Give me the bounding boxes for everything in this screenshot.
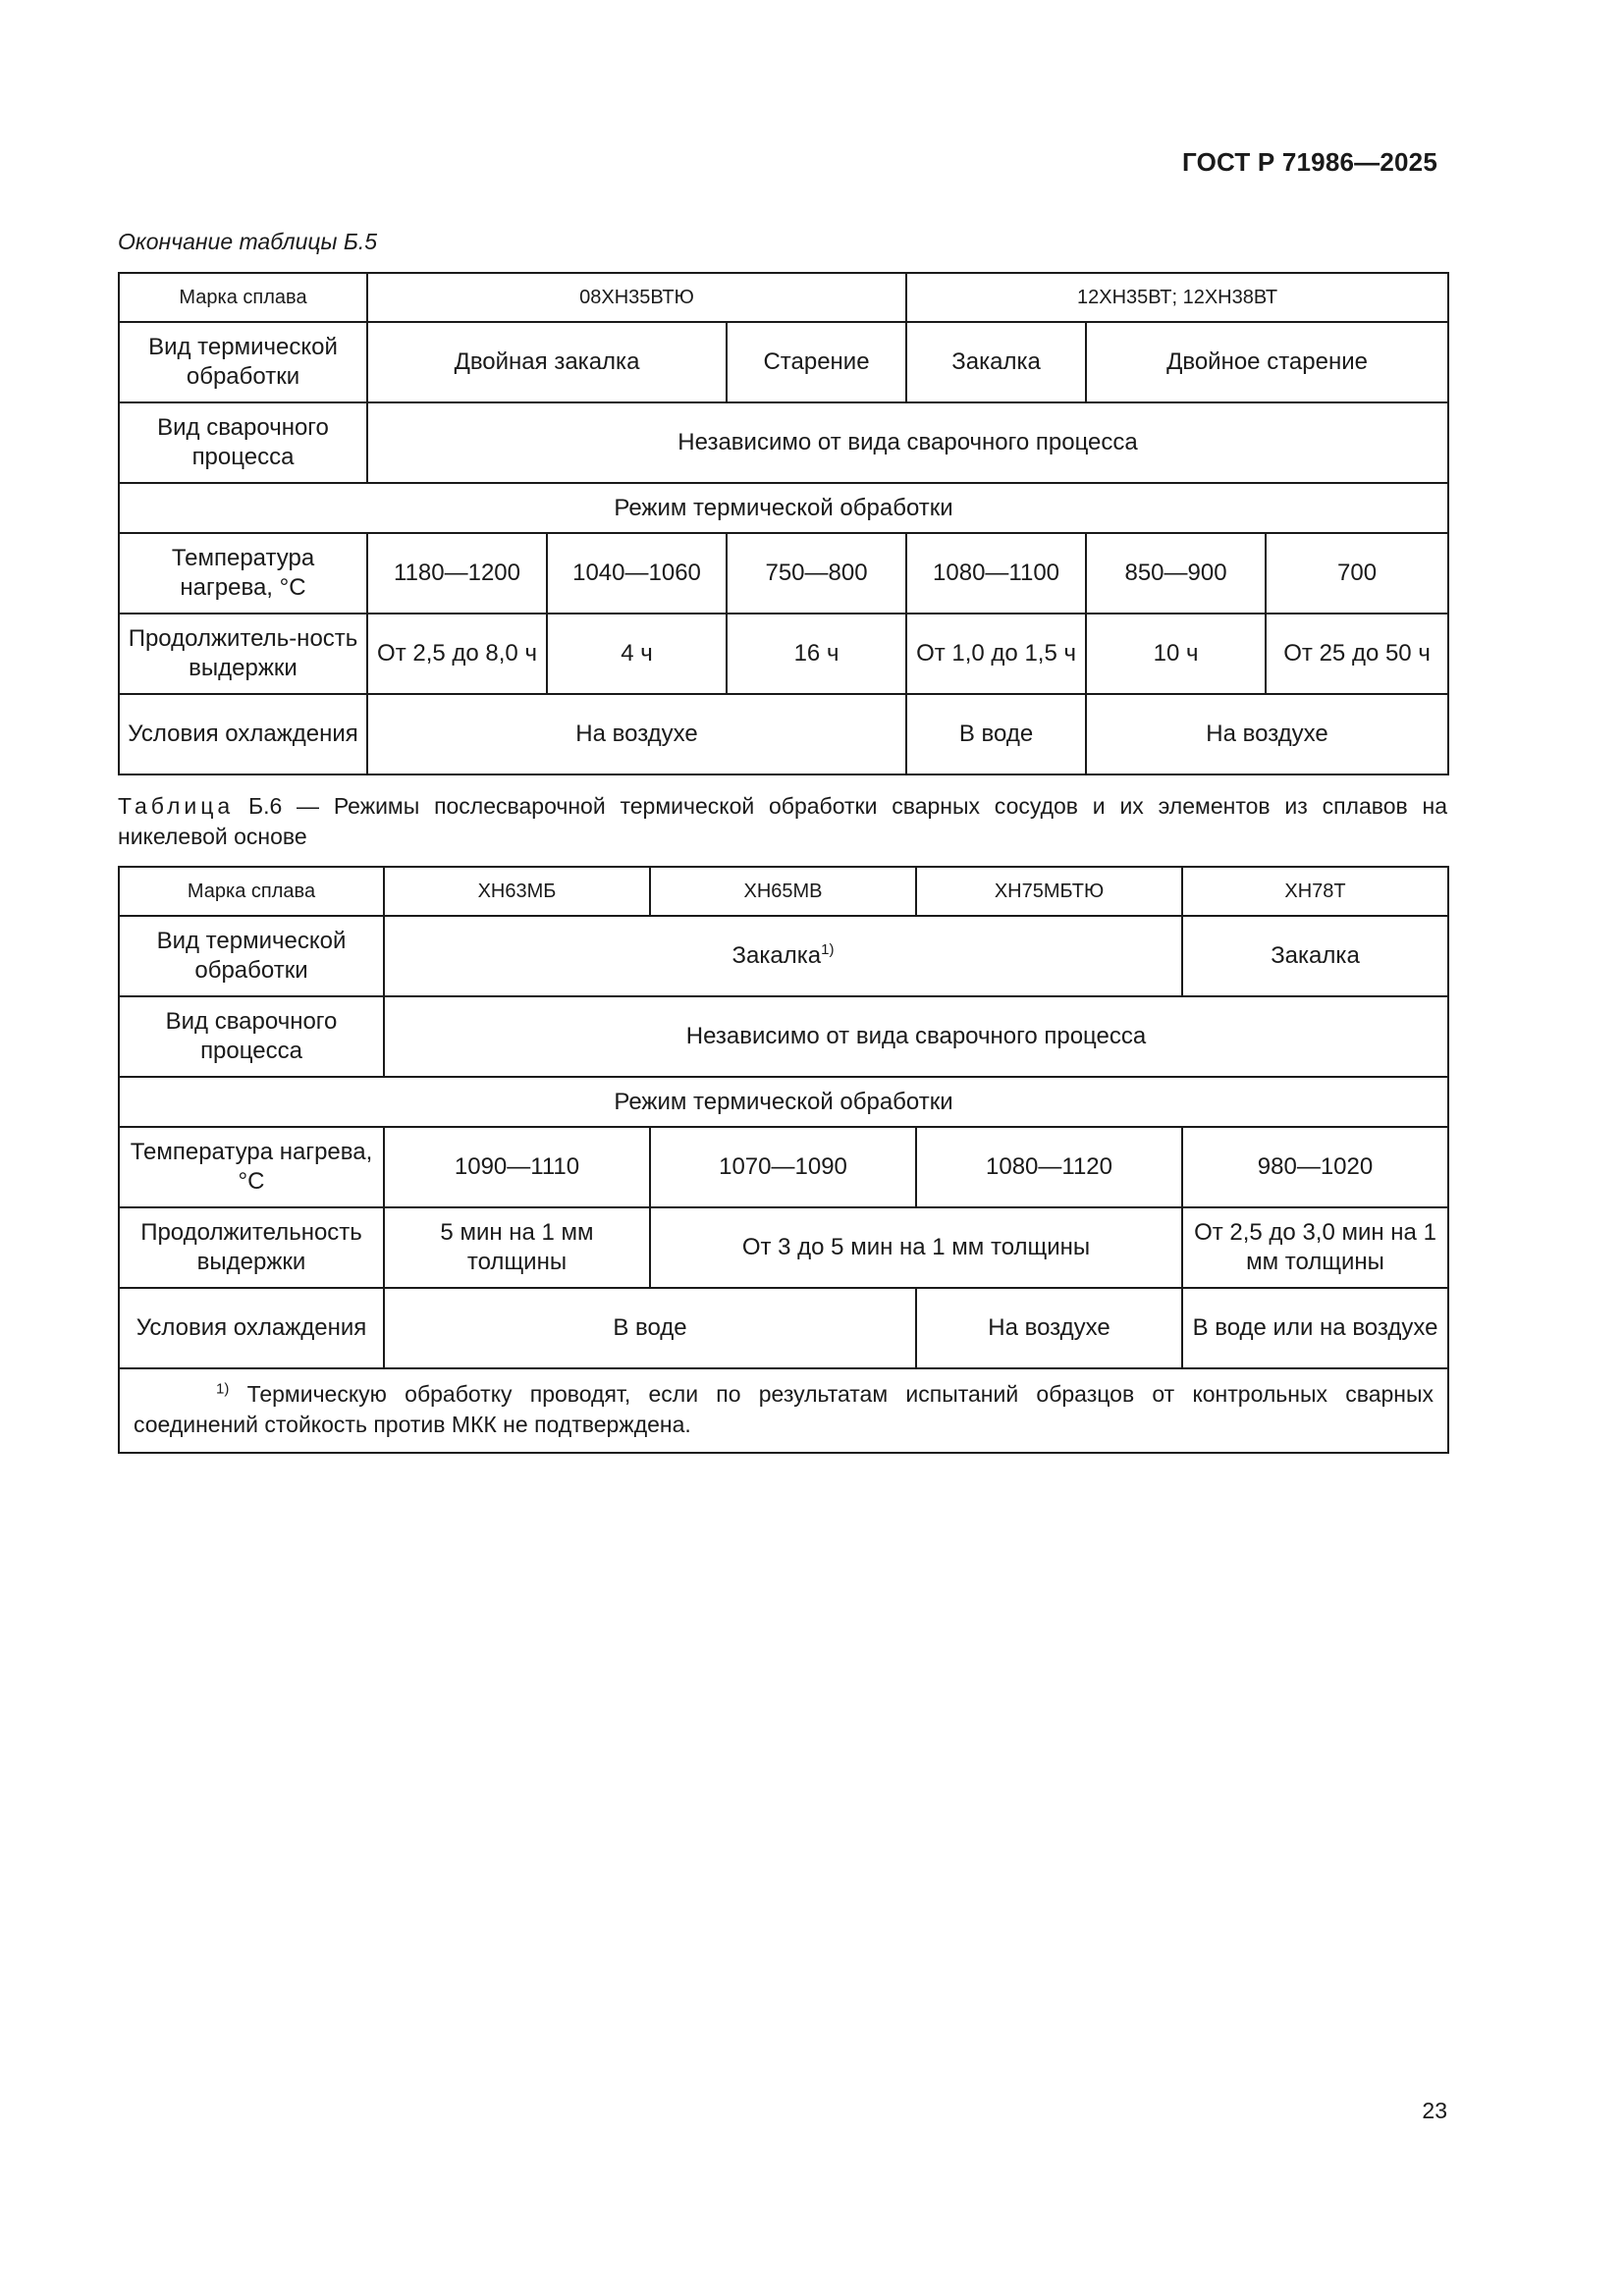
table-cell [384,916,1182,996]
table-row [119,1288,1448,1368]
table-cell: Двойное старение [1086,322,1448,402]
table-cell: 1180—1200 [367,533,547,614]
row-label: Условия охлаждения [119,694,367,774]
row-label: Вид термической обработки [119,916,384,996]
mode-header: Режим термической обработки [119,483,1448,533]
table-cell: 16 ч [727,614,906,694]
table-cell: 1070—1090 [650,1127,916,1207]
table-cell: 10 ч [1086,614,1266,694]
row-label: Продолжительность выдержки [119,1207,384,1288]
table-cell: На воздухе [916,1288,1182,1368]
footnote-marker: 1) [216,1380,230,1398]
row-label: Марка сплава [119,867,384,916]
table-cell: От 25 до 50 ч [1266,614,1448,694]
table-row [119,996,1448,1077]
table-b5-continuation-label: Окончание таблицы Б.5 [118,229,378,254]
row-label: Вид термической обработки [119,322,367,402]
table-cell: 1080—1120 [916,1127,1182,1207]
footnote-marker: 1) [821,941,835,958]
table-row [119,1207,1448,1288]
table-cell: 850—900 [1086,533,1266,614]
table-row [119,533,1448,614]
table-cell: 1090—1110 [384,1127,650,1207]
table-row [119,1077,1448,1127]
table-cell: 5 мин на 1 мм толщины [384,1207,650,1288]
table-cell: 1040—1060 [547,533,727,614]
row-label: Температура нагрева, °С [119,533,367,614]
table-cell: ХН75МБТЮ [916,867,1182,916]
table-row [119,1368,1448,1453]
table-row [119,322,1448,402]
table-cell: 700 [1266,533,1448,614]
table-b6 [118,866,1449,1454]
table-row [119,694,1448,774]
table-cell: На воздухе [1086,694,1448,774]
table-cell: Двойная закалка [367,322,727,402]
table-cell: От 3 до 5 мин на 1 мм толщины [650,1207,1182,1288]
table-cell: Закалка [1182,916,1448,996]
table-cell: ХН65МВ [650,867,916,916]
table-row [119,1127,1448,1207]
caption-text: Б.6 — Режимы послесварочной термической обработки сварных сосудов и их элементов из сплавов на никелевой основе [118,793,1447,849]
document-code: ГОСТ Р 71986—2025 [1182,147,1437,177]
table-cell: От 2,5 до 3,0 мин на 1 мм толщины [1182,1207,1448,1288]
table-cell: 12ХН35ВТ; 12ХН38ВТ [906,273,1448,322]
caption-prefix: Таблица [118,793,235,819]
table-cell: 1080—1100 [906,533,1086,614]
table-footnote [119,1368,1448,1453]
page-number: 23 [1422,2098,1447,2123]
row-label: Температура нагрева, °С [119,1127,384,1207]
footnote-text: Термическую обработку проводят, если по результатам испытаний образцов от контрольных сварных соединений стойкость против МКК не подтверждена. [134,1381,1435,1437]
table-b5 [118,272,1449,775]
table-cell: Старение [727,322,906,402]
table-cell: ХН63МБ [384,867,650,916]
table-row [119,402,1448,483]
cell-text: Закалка [731,942,822,969]
row-label: Вид сварочного процесса [119,402,367,483]
table-cell: В воде [384,1288,916,1368]
row-label: Условия охлаждения [119,1288,384,1368]
table-cell: В воде или на воздухе [1182,1288,1448,1368]
table-cell: В воде [906,694,1086,774]
table-cell: 4 ч [547,614,727,694]
table-cell: ХН78Т [1182,867,1448,916]
table-row [119,273,1448,322]
table-cell: 08ХН35ВТЮ [367,273,906,322]
table-cell: Независимо от вида сварочного процесса [384,996,1448,1077]
table-row [119,916,1448,996]
table-cell: Независимо от вида сварочного процесса [367,402,1448,483]
table-cell: 750—800 [727,533,906,614]
table-row [119,483,1448,533]
row-label: Продолжитель-ность выдержки [119,614,367,694]
table-cell: Закалка [906,322,1086,402]
mode-header: Режим термической обработки [119,1077,1448,1127]
row-label: Вид сварочного процесса [119,996,384,1077]
table-row [119,614,1448,694]
table-cell: От 2,5 до 8,0 ч [367,614,547,694]
table-cell: 980—1020 [1182,1127,1448,1207]
table-cell: На воздухе [367,694,906,774]
table-cell: От 1,0 до 1,5 ч [906,614,1086,694]
table-row [119,867,1448,916]
table-b6-caption [118,791,1447,852]
row-label: Марка сплава [119,273,367,322]
